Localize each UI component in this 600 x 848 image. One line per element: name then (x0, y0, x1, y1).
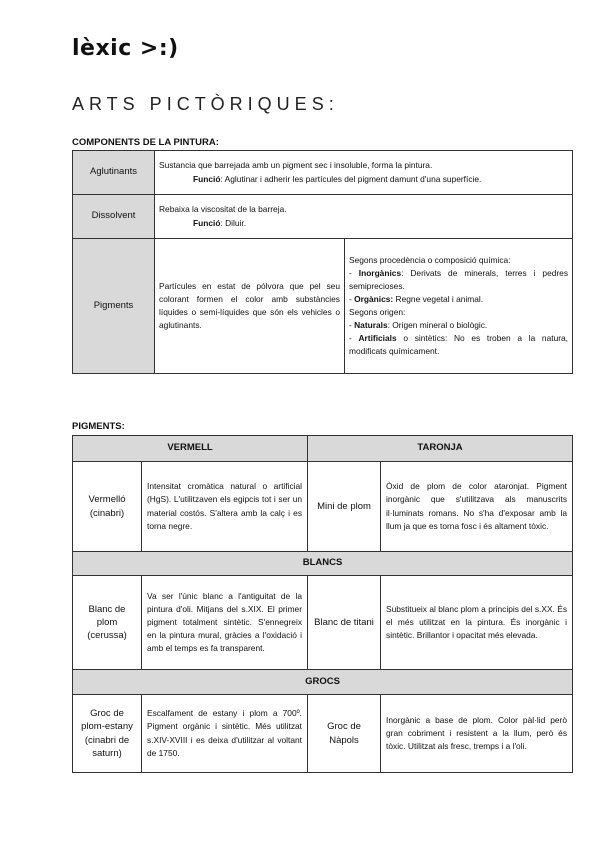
blancs-header: BLANCS (73, 552, 573, 576)
artificials-text: o sintètics: No es troben a la natura, modificats químicament. (349, 333, 569, 357)
header-row (73, 436, 573, 462)
dissolvent-definition: Rebaixa la viscositat de la barreja. (159, 204, 287, 215)
dissolvent-name: Dissolvent (73, 195, 155, 239)
aglutinants-desc (155, 151, 573, 195)
inorganics-item: - Inorgànics: Derivats de minerals, terres i pedres semiprecioses. (349, 267, 569, 291)
pigments-heading: PIGMENTS: (72, 421, 125, 432)
pigment-row (73, 576, 573, 670)
vermell-header: VERMELL (73, 436, 308, 462)
pigment-desc: Intensitat cromàtica natural o artificial (HgS). L'utilitzaven els egipcis tot i ser un material costós. S'altera amb la calç i es torna negre. (142, 462, 308, 552)
dissolvent-desc (155, 195, 573, 239)
pigment-desc: Va ser l'únic blanc a l'antiguitat de la pintura d'oli. Mitjans del s.XIX. El primer pigment totalment sintètic. S'ennegreix en la pintura mural, gràcies a l'oxidació i amb el temps es fa transparent. (142, 576, 308, 670)
pigment-name: Blanc de plom (cerussa) (73, 576, 142, 670)
pigments-row (73, 239, 573, 374)
pigment-desc: Òxid de plom de color ataronjat. Pigment inorgànic que s'utilitzava als manuscrits il·luminats romans. No s'ha d'exposar amb la llum ja que es torna fosc i és altament tòxic. (381, 462, 573, 552)
pigment-name: Groc de Nàpols (308, 695, 381, 773)
aglutinants-function (159, 173, 568, 186)
organics-text: Regne vegetal i animal. (393, 293, 484, 304)
pigment-name: Mini de plom (308, 462, 381, 552)
pigment-row (73, 695, 573, 773)
pigment-desc: Inorgànic a base de plom. Color pàl·lid però gran cobriment i resistent a la llum, però és tòxic. Utilitzat als fresc, tremps i a l'oli. (381, 695, 573, 773)
aglutinants-row (73, 151, 573, 195)
pigment-name: Vermelló (cinabri) (73, 462, 142, 552)
page-title: ARTS PICTÒRIQUES: (72, 94, 339, 114)
logo: lèxic >:) (72, 36, 179, 61)
inorganics-text: : Derivats de minerals, terres i pedres semiprecioses. (349, 267, 569, 291)
function-label: Funció (193, 217, 221, 228)
organics-item: - Orgànics: Regne vegetal i animal. (349, 293, 484, 304)
naturals-label: Naturals (354, 320, 388, 331)
inorganics-label: Inorgànics (358, 267, 402, 278)
aglutinants-name: Aglutinants (73, 151, 155, 195)
taronja-header: TARONJA (308, 436, 573, 462)
classification-line: Segons procedència o composició química: (349, 254, 511, 265)
artificials-label: Artificials (358, 333, 397, 344)
pigments-name: Pigments (73, 239, 155, 374)
pigment-desc: Substitueix al blanc plom a principis del s.XX. És el més utilitzat en la pintura. És inorgànic i sintètic. Brillantor i opacitat més elevada. (381, 576, 573, 670)
grocs-header: GROCS (73, 670, 573, 695)
pigment-row (73, 462, 573, 552)
pigments-classification (345, 239, 573, 374)
origin-line: Segons origen: (349, 307, 406, 317)
components-heading: COMPONENTS DE LA PINTURA: (72, 137, 219, 148)
pigments-desc: Partícules en estat de pólvora que pel seu colorant formen el color amb substàncies líquides o semi-líquides que són els vehicles o aglutinants. (155, 239, 345, 374)
pigments-table (72, 435, 573, 773)
dissolvent-row (73, 195, 573, 239)
function-label: Funció (193, 173, 221, 184)
pigment-desc: Escalfament de estany i plom a 700º. Pigment orgànic i sintètic. Més utilitzat s.XIV-XVIII i es deixa d'utilitzar al voltant de 1750. (142, 695, 308, 773)
section-row (73, 670, 573, 695)
function-text: : Aglutinar i adherir les partícules del pigment damunt d'una superfície. (220, 173, 482, 184)
pigment-name: Blanc de titani (308, 576, 381, 670)
artificials-item: - Artificials o sintètics: No es troben a la natura, modificats químicament. (349, 333, 569, 357)
naturals-text: : Origen mineral o biològic. (387, 320, 488, 331)
pigment-name: Groc de plom-estany (cinabri de saturn) (73, 695, 142, 773)
organics-label: Orgànics: (354, 293, 394, 304)
section-row (73, 552, 573, 576)
naturals-item: - Naturals: Origen mineral o biològic. (349, 320, 488, 331)
function-text: : Diluir. (220, 217, 247, 228)
dissolvent-function (159, 217, 568, 230)
aglutinants-definition: Sustancia que barrejada amb un pigment sec i insoluble, forma la pintura. (159, 160, 433, 171)
components-table (72, 150, 573, 374)
